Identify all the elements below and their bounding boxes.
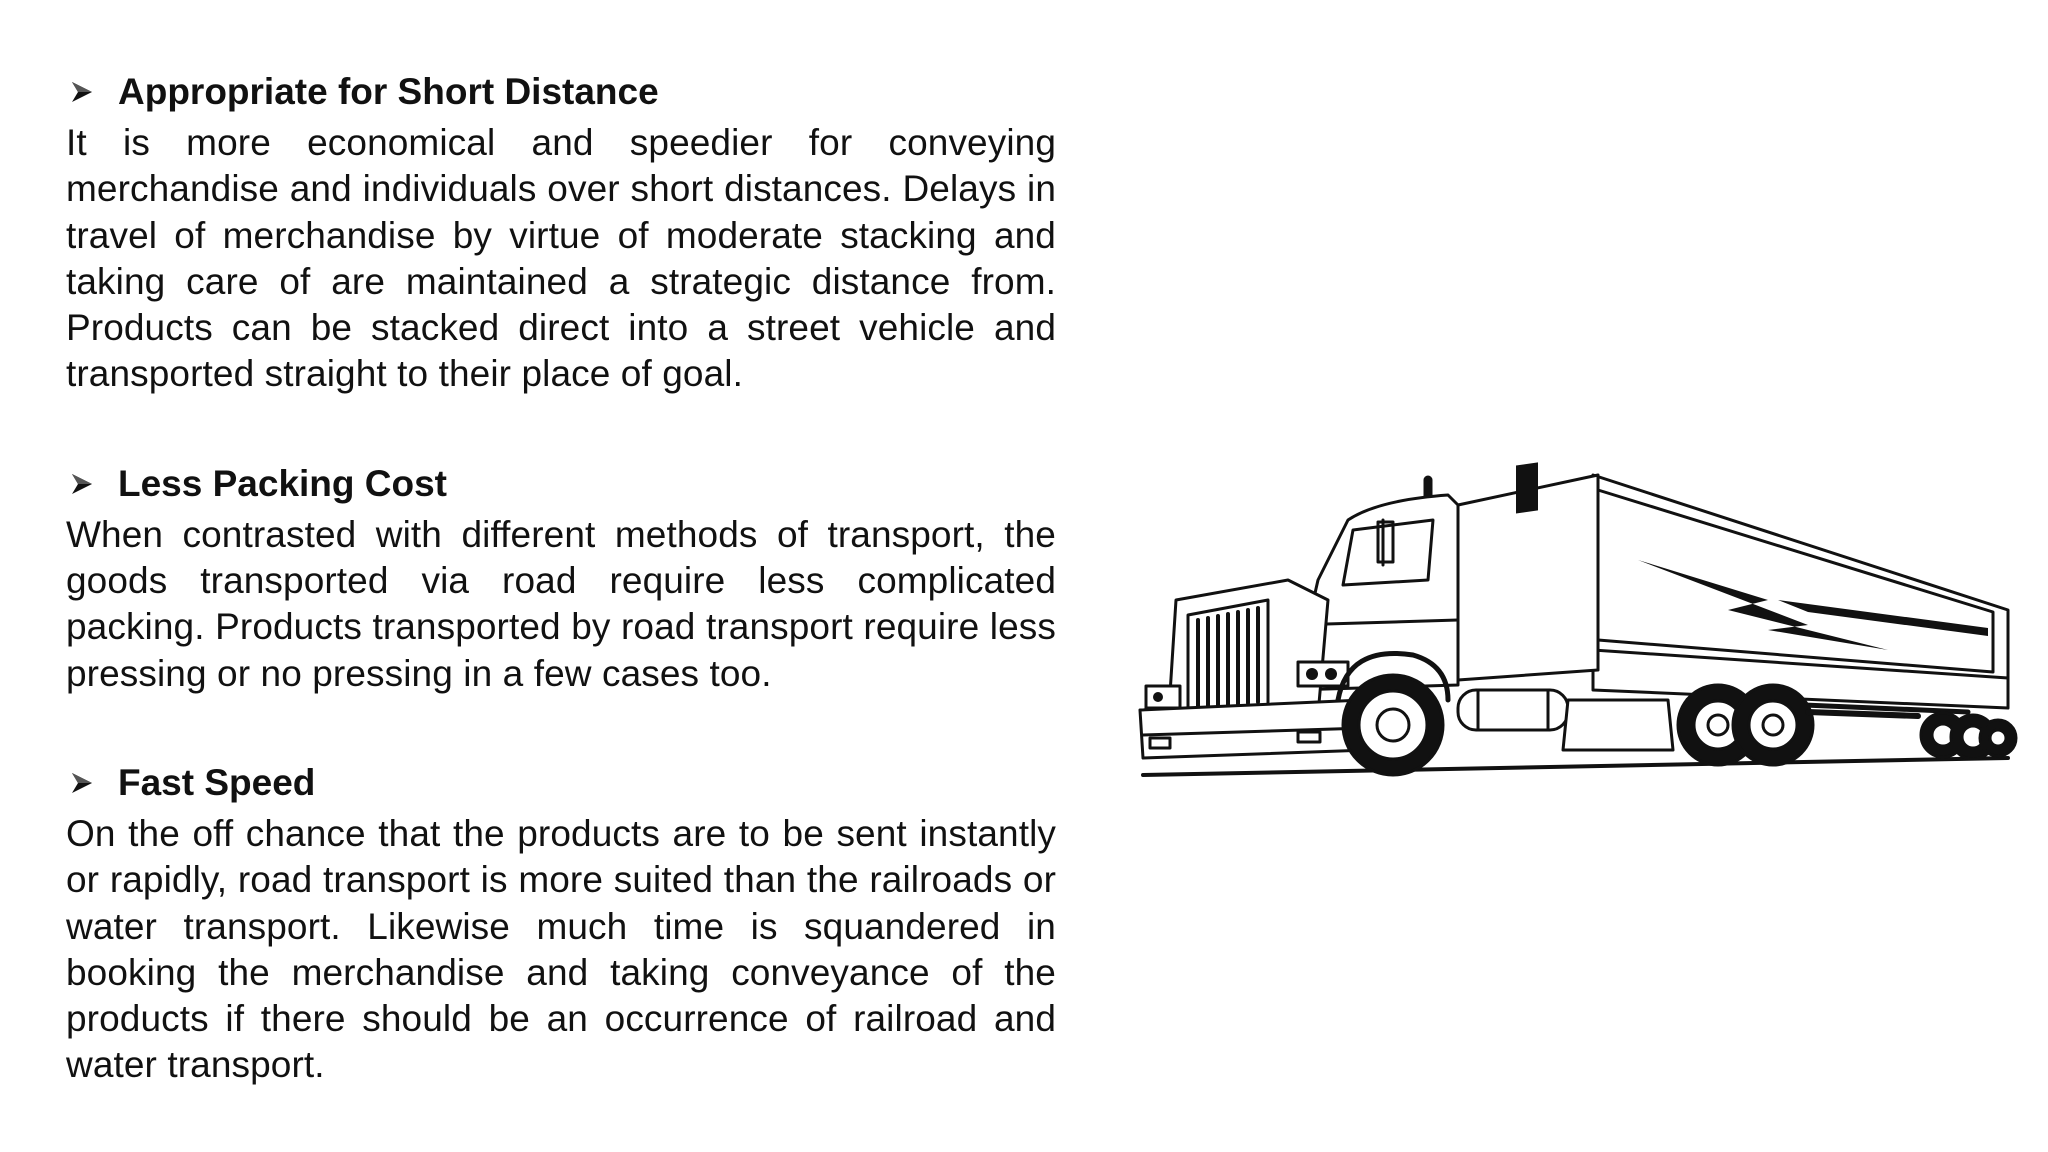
- section-body: On the off chance that the products are to be sent instantly or rapidly, road transport is more suited than the railroads or water transport. Likewise much time is squandered in booking the merchandise and taking conveyance of the products if there should be an occurrence of railroad and water transport.: [66, 812, 1056, 1086]
- arrow-bullet-icon: [70, 472, 94, 496]
- section-body: It is more economical and speedier for conveying merchandise and individuals over short distances. Delays in travel of merchandise by virtue of moderate stacking and taking care of are maintained a strategic distance from. Products can be stacked direct into a street vehicle and transported straight to their place of goal.: [66, 122, 1056, 395]
- section-heading: [66, 64, 1056, 120]
- section-short-distance: [66, 64, 1056, 398]
- section-heading: [66, 456, 1056, 512]
- text-column: [66, 64, 1056, 1089]
- section-heading-text: Less Packing Cost: [118, 462, 448, 504]
- semi-truck-illustration: [1128, 450, 2028, 800]
- section-fast-speed: [66, 755, 1056, 1089]
- section-packing-cost: [66, 456, 1056, 697]
- section-heading-text: Appropriate for Short Distance: [118, 71, 659, 112]
- section-heading-text: Fast Speed: [118, 761, 316, 803]
- arrow-bullet-icon: [70, 80, 94, 104]
- arrow-bullet-icon: [70, 771, 94, 795]
- section-heading: [66, 755, 1056, 811]
- section-body: When contrasted with different methods of transport, the goods transported via road require less complicated packing. Products transported by road transport require less pressing or no pressing in a few cases too.: [66, 513, 1056, 694]
